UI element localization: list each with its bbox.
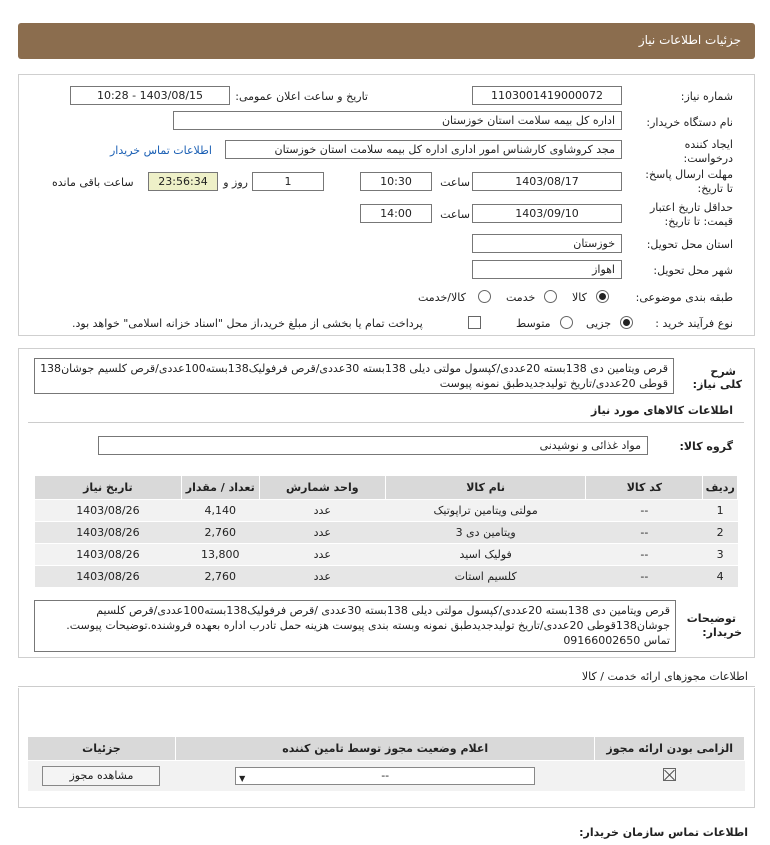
col-required: الزامی بودن ارائه مجوز [595,737,745,761]
validity-date-field: 1403/09/10 [472,204,622,223]
category-option-both: کالا/خدمت [418,291,466,304]
cell-name: ویتامین دی 3 [385,522,586,544]
license-status-value: -- [381,768,390,782]
notes-label-1: توضیحات [686,612,736,625]
buyer-field: اداره کل بیمه سلامت استان خوزستان [173,111,622,130]
summary-text: قرص ویتامین دی 138بسته 20عددی/کپسول مولتی دیلی 138بسته 30عددی/قرص فرفولیک138بسته100عددی/قرص کلسیم جوشان138 قوطی 20عددی/تاریخ تولیدجدیدطبق نمونه پیوست [34,358,674,394]
col-date: تاریخ نیاز [35,476,182,500]
cell-row: 3 [703,544,738,566]
days-label: روز و [223,176,248,189]
col-unit: واحد شمارش [259,476,385,500]
page-title: جزئیات اطلاعات نیاز [638,33,741,47]
validity-time-label: ساعت [440,208,470,221]
buyer-contact-title: اطلاعات تماس سازمان خریدار: [579,826,748,839]
cell-unit: عدد [259,500,385,522]
creator-label-2: درخواست: [683,152,733,165]
creator-field: مجد کروشاوی کارشناس امور اداری اداره کل بیمه سلامت استان خوزستان [225,140,622,159]
cell-name: مولتی ویتامین تراپوتیک [385,500,586,522]
deadline-date-field: 1403/08/17 [472,172,622,191]
process-label: نوع فرآیند خرید : [655,317,733,330]
remaining-time-field: 23:56:34 [148,172,218,191]
license-status-select[interactable] [235,767,535,785]
cell-date: 1403/08/26 [35,566,182,588]
cell-unit: عدد [259,566,385,588]
category-label: طبقه بندی موضوعی: [635,291,733,304]
payment-note: پرداخت تمام یا بخشی از مبلغ خرید،از محل "اسناد خزانه اسلامی" خواهد بود. [72,317,423,330]
category-radio-goods[interactable] [596,290,609,303]
cell-qty: 2,760 [181,522,259,544]
need-number-label: شماره نیاز: [680,90,733,103]
process-option-minor: جزیی [586,317,612,330]
goods-table-header [35,476,738,500]
table-row [35,544,738,566]
licenses-table-header [28,737,745,761]
table-row [35,500,738,522]
page-header [18,23,755,59]
deadline-label-1: مهلت ارسال پاسخ: [645,168,733,181]
table-row [35,522,738,544]
summary-label-1: شرح [710,365,736,378]
chevron-down-icon: ▼ [239,773,246,783]
cell-date: 1403/08/26 [35,500,182,522]
need-number-field: 1103001419000072 [472,86,622,105]
cell-code: -- [586,522,703,544]
deadline-time-field: 10:30 [360,172,432,191]
category-radio-service[interactable] [544,290,557,303]
validity-time-field: 14:00 [360,204,432,223]
summary-label-2: کلی نیاز: [692,378,742,391]
col-code: کد کالا [586,476,703,500]
goods-section-title: اطلاعات کالاهای مورد نیاز [591,404,733,417]
cell-qty: 2,760 [181,566,259,588]
announce-field: 1403/08/15 - 10:28 [70,86,230,105]
goods-group-label: گروه کالا: [679,440,733,453]
process-radio-minor[interactable] [620,316,633,329]
cell-row: 4 [703,566,738,588]
category-option-service: خدمت [506,291,536,304]
city-label: شهر محل تحویل: [653,264,733,277]
col-name: نام کالا [385,476,586,500]
cell-row: 2 [703,522,738,544]
cell-unit: عدد [259,544,385,566]
treasury-checkbox[interactable] [468,316,481,329]
cell-name: فولیک اسید [385,544,586,566]
cell-row: 1 [703,500,738,522]
process-option-medium: متوسط [516,317,551,330]
licenses-section-title: اطلاعات مجوزهای ارائه خدمت / کالا [581,670,748,683]
province-label: استان محل تحویل: [646,238,733,251]
cell-date: 1403/08/26 [35,522,182,544]
goods-group-field: مواد غذائی و نوشیدنی [98,436,648,455]
cell-required [595,761,745,791]
col-qty: تعداد / مقدار [181,476,259,500]
cell-code: -- [586,566,703,588]
cell-status [175,761,595,791]
notes-text: قرص ویتامین دی 138بسته 20عددی/کپسول مولتی دیلی 138بسته 30عددی /قرص فرفولیک138بسته100عددی/قرص کلسیم جوشان138قوطی 20عددی/تاریخ تولیدجدیدطبق نمونه وبسته بندی پیوست هزینه حمل تادرب اداره بعهده فروشنده.توضیحات پیوست. تماس 09166002650 [34,600,676,652]
cell-code: -- [586,544,703,566]
process-radio-medium[interactable] [560,316,573,329]
col-details: جزئیات [28,737,176,761]
deadline-time-label: ساعت [440,176,470,189]
category-radio-both[interactable] [478,290,491,303]
deadline-label-2: تا تاریخ: [697,182,733,195]
cell-unit: عدد [259,522,385,544]
cell-date: 1403/08/26 [35,544,182,566]
validity-label-2: قیمت: تا تاریخ: [664,215,733,228]
cell-details [28,761,176,791]
goods-table [34,475,738,588]
view-license-button[interactable]: مشاهده مجوز [42,766,160,786]
cell-name: کلسیم استات [385,566,586,588]
validity-label-1: حداقل تاریخ اعتبار [649,201,733,214]
days-remaining-field: 1 [252,172,324,191]
category-option-goods: کالا [572,291,587,304]
divider [18,686,755,687]
col-status: اعلام وضعیت مجوز توسط تامین کننده [175,737,595,761]
city-field: اهواز [472,260,622,279]
notes-label-2: خریدار: [702,626,742,639]
licenses-table [27,736,745,791]
remaining-label: ساعت باقی مانده [52,176,134,189]
divider [28,422,744,423]
required-checkbox [663,768,676,781]
announce-label: تاریخ و ساعت اعلان عمومی: [235,90,368,103]
col-row: ردیف [703,476,738,500]
buyer-contact-link[interactable]: اطلاعات تماس خریدار [110,144,212,157]
cell-code: -- [586,500,703,522]
province-field: خوزستان [472,234,622,253]
table-row [28,761,745,791]
cell-qty: 4,140 [181,500,259,522]
cell-qty: 13,800 [181,544,259,566]
buyer-label: نام دستگاه خریدار: [646,116,733,129]
table-row [35,566,738,588]
creator-label-1: ایجاد کننده [684,138,733,151]
